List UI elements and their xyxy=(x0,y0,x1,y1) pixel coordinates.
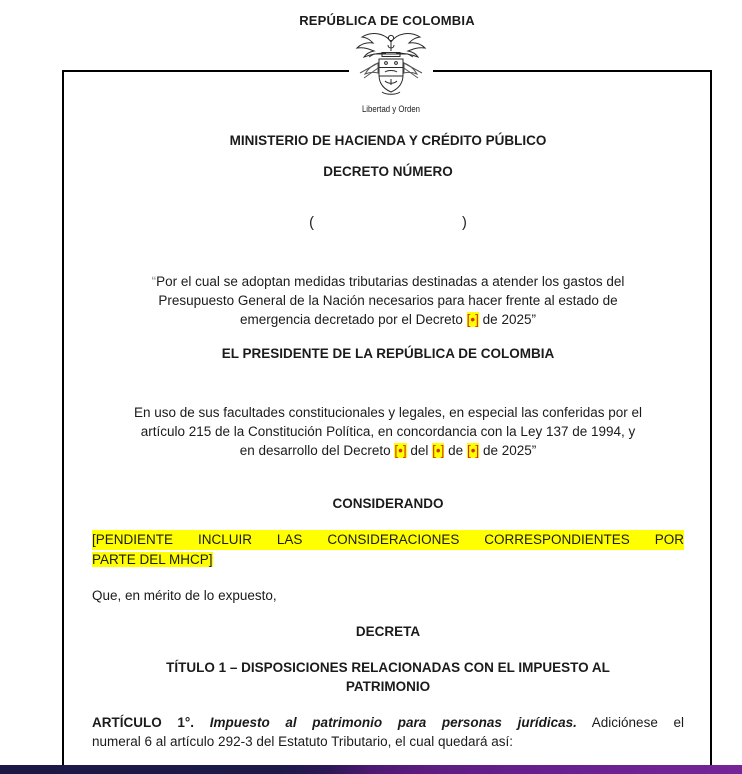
paren-open: ( xyxy=(309,215,314,231)
decree-subject-paragraph xyxy=(92,272,684,329)
decree-number-heading: DECRETO NÚMERO xyxy=(323,164,453,179)
subject-line-3: emergencia decretado por el Decreto [•] de 2025” xyxy=(240,312,536,327)
decree-placeholder-2: [•] xyxy=(432,443,445,458)
powers-paragraph xyxy=(92,403,684,460)
bottom-gradient-bar xyxy=(0,765,742,774)
pending-note-line-1: [PENDIENTE INCLUIR LAS CONSIDERACIONES CORRESPONDIENTES POR xyxy=(92,530,684,550)
subject-line-2: Presupuesto General de la Nación necesarios para hacer frente al estado de xyxy=(158,293,618,308)
republic-header: REPÚBLICA DE COLOMBIA xyxy=(299,13,475,28)
decree-placeholder-3: [•] xyxy=(466,443,480,458)
decrees-heading: DECRETA xyxy=(355,624,421,639)
pending-note-line-2: PARTE DEL MHCP] xyxy=(92,552,213,567)
article-1-line-2: numeral 6 al artículo 292-3 del Estatuto Tributario, el cual quedará así: xyxy=(92,734,513,749)
decree-number-parens xyxy=(92,214,684,233)
title-1-heading xyxy=(92,658,684,696)
emblem-motto: Libertad y Orden xyxy=(361,104,421,115)
merit-line: Que, en mérito de lo expuesto, xyxy=(92,588,277,603)
decree-number-placeholder: [•] xyxy=(466,312,479,327)
article-1-subject: Impuesto al patrimonio para personas jurídicas. xyxy=(209,715,577,730)
decree-placeholder-1: [•] xyxy=(394,443,407,458)
colombia-coat-of-arms-icon xyxy=(349,29,433,117)
pending-note xyxy=(92,530,684,570)
title-1-line-2: PATRIMONIO xyxy=(345,679,431,694)
president-heading: EL PRESIDENTE DE LA REPÚBLICA DE COLOMBIA xyxy=(221,346,555,361)
article-1-label: ARTÍCULO 1°. xyxy=(92,715,195,730)
article-1-paragraph xyxy=(92,713,684,751)
powers-line-2: artículo 215 de la Constitución Política, en concordancia con la Ley 137 de 1994, y xyxy=(140,424,636,439)
powers-line-3: en desarrollo del Decreto [•] del [•] de [•] de 2025” xyxy=(239,443,537,458)
opening-quote: “ xyxy=(151,274,157,289)
ministry-heading: MINISTERIO DE HACIENDA Y CRÉDITO PÚBLICO xyxy=(229,133,547,148)
powers-line-1: En uso de sus facultades constitucionales y legales, en especial las conferidas por el xyxy=(133,405,643,420)
paren-close: ) xyxy=(462,215,467,231)
title-1-line-1: TÍTULO 1 – DISPOSICIONES RELACIONADAS CON EL IMPUESTO AL xyxy=(166,660,610,675)
subject-line-1: “Por el cual se adoptan medidas tributarias destinadas a atender los gastos del xyxy=(151,274,625,289)
article-1-line-1: ARTÍCULO 1°. Impuesto al patrimonio para personas jurídicas. Adiciónese el xyxy=(92,715,684,730)
considering-heading: CONSIDERANDO xyxy=(332,496,444,511)
